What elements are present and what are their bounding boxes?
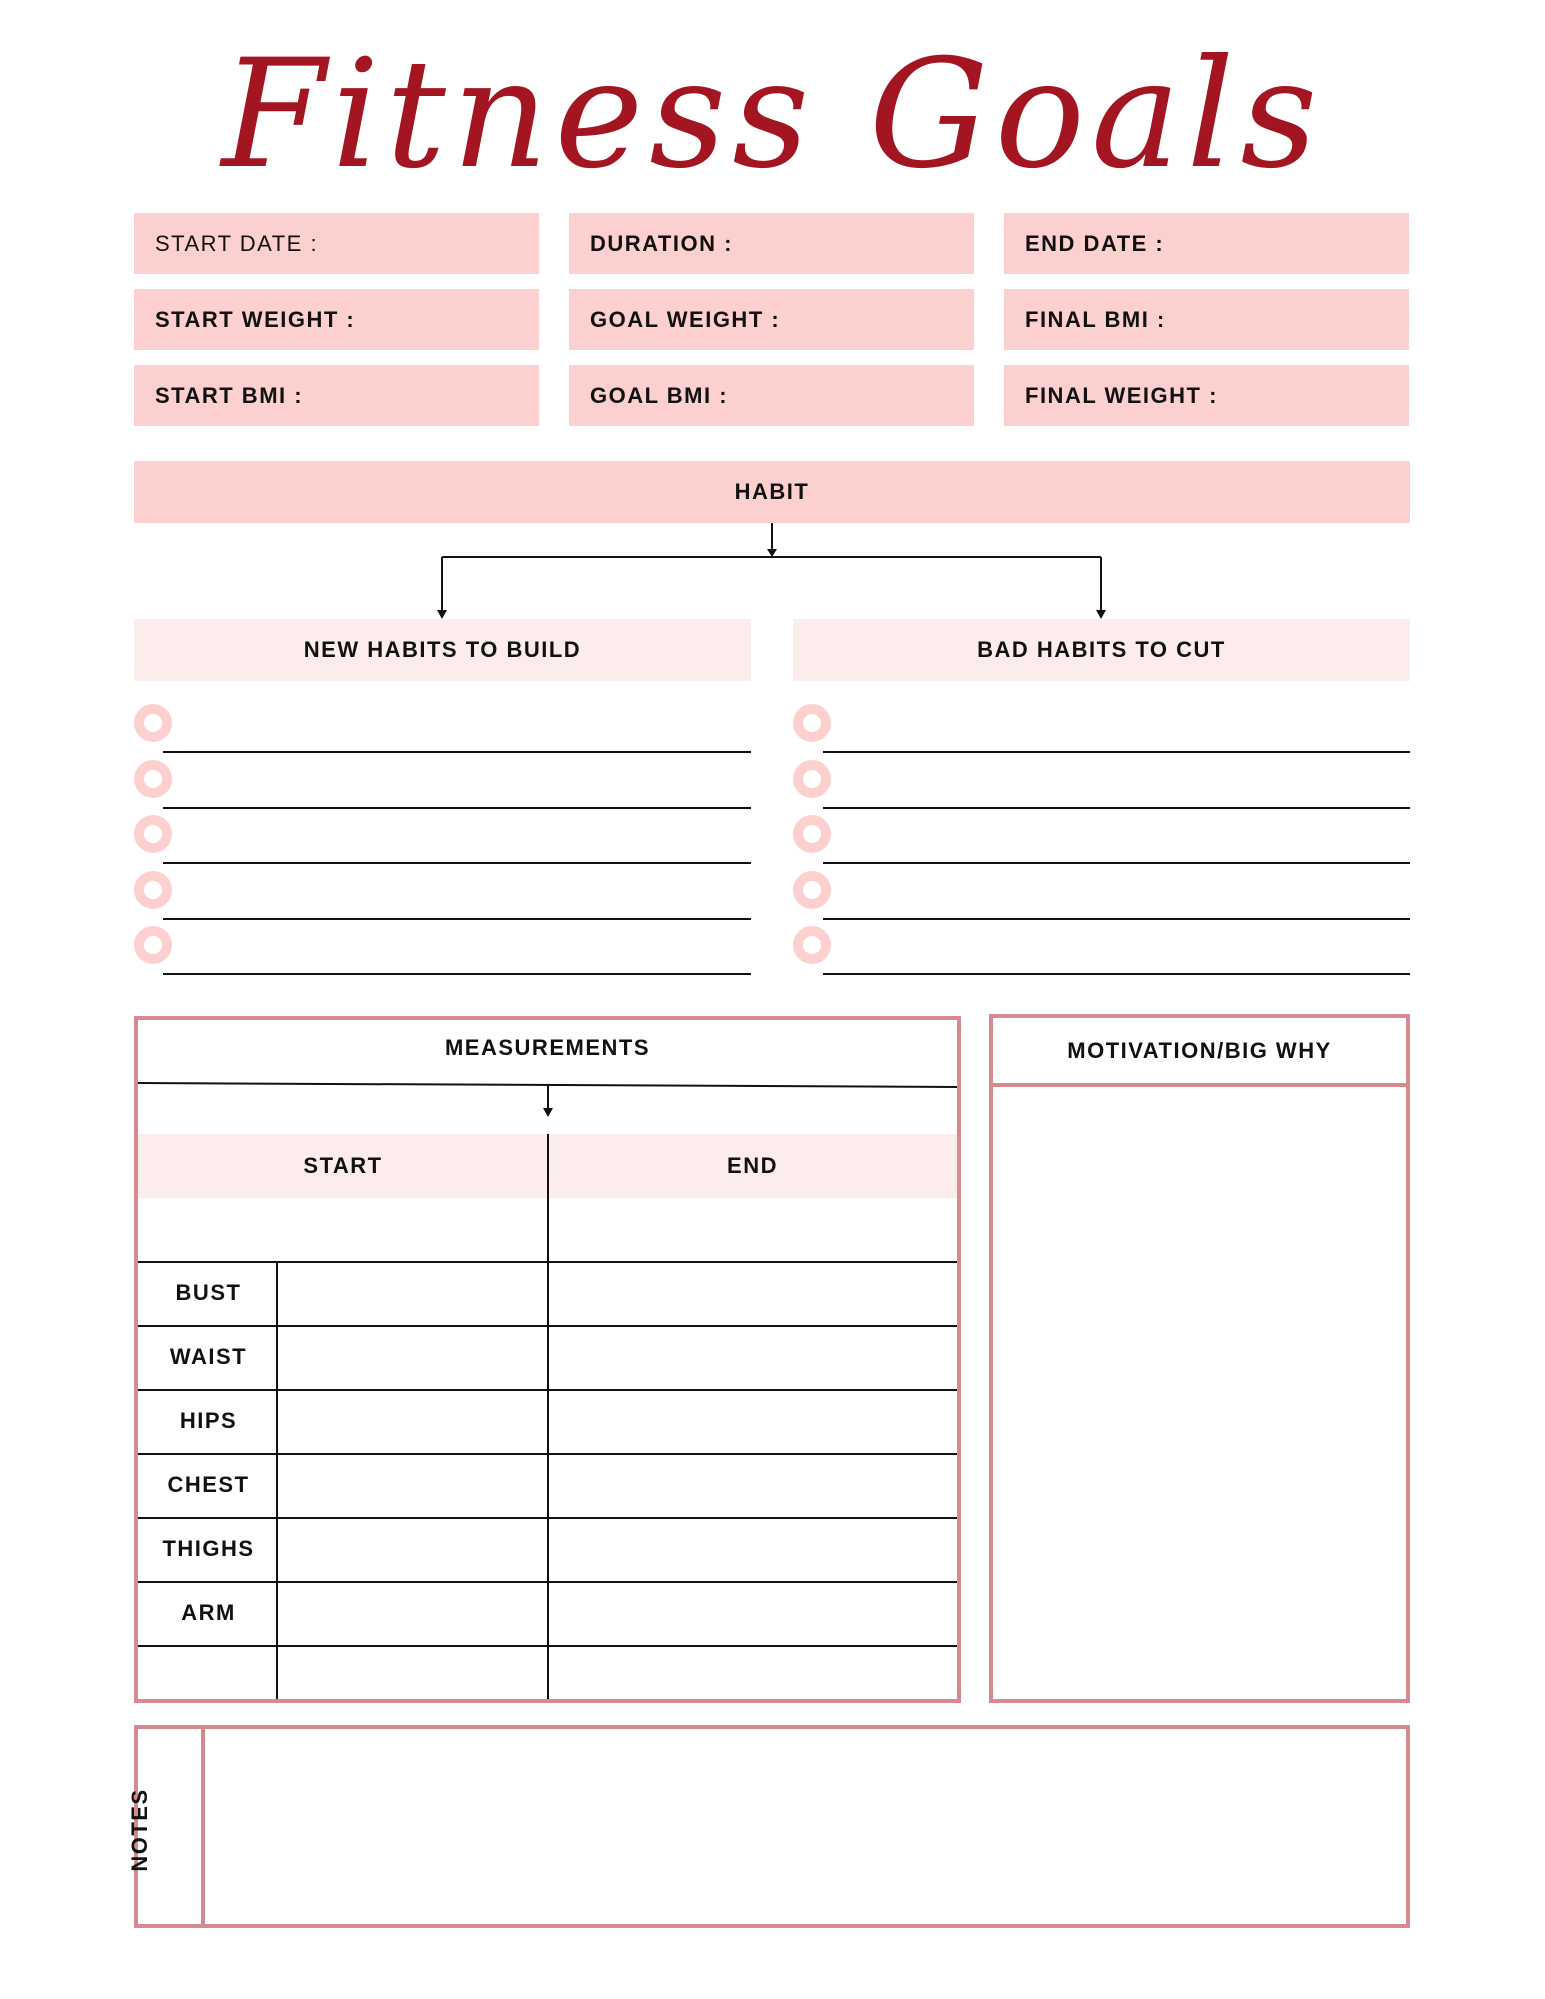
measurement-label: BUST	[175, 1280, 242, 1305]
measurement-label: CHEST	[167, 1472, 250, 1497]
measurement-label: WAIST	[169, 1344, 248, 1369]
measurements-heading: MEASUREMENTS	[444, 1035, 650, 1060]
start-bmi-field[interactable]: START BMI :	[134, 365, 539, 426]
notes-divider	[201, 1729, 205, 1924]
new-habits-heading: NEW HABITS TO BUILD	[134, 619, 751, 681]
start-end-divider	[547, 1134, 549, 1699]
motivation-divider	[993, 1083, 1406, 1087]
bad-habits-heading: BAD HABITS TO CUT	[793, 619, 1410, 681]
goal-weight-field[interactable]: GOAL WEIGHT :	[569, 289, 974, 350]
motivation-heading: MOTIVATION/BIG WHY	[1067, 1038, 1332, 1063]
start-weight-field[interactable]: START WEIGHT :	[134, 289, 539, 350]
page-title: Fitness Goals	[221, 28, 1324, 202]
end-date-field[interactable]: END DATE :	[1004, 213, 1409, 274]
habit-heading: HABIT	[134, 461, 1410, 523]
final-weight-field[interactable]: FINAL WEIGHT :	[1004, 365, 1409, 426]
duration-field[interactable]: DURATION :	[569, 213, 974, 274]
goal-bmi-field[interactable]: GOAL BMI :	[569, 365, 974, 426]
start-date-field[interactable]: START DATE :	[134, 213, 539, 274]
final-bmi-field[interactable]: FINAL BMI :	[1004, 289, 1409, 350]
measurement-label: THIGHS	[162, 1536, 255, 1561]
measurement-label: HIPS	[179, 1408, 238, 1433]
notes-box[interactable]	[134, 1725, 1410, 1928]
measurement-label: ARM	[181, 1600, 236, 1625]
notes-label: NOTES	[127, 1788, 152, 1872]
end-column-heading: END	[727, 1153, 778, 1178]
motivation-box[interactable]	[989, 1014, 1410, 1703]
measurement-row-line	[138, 1645, 957, 1647]
start-column-heading: START	[303, 1153, 383, 1178]
